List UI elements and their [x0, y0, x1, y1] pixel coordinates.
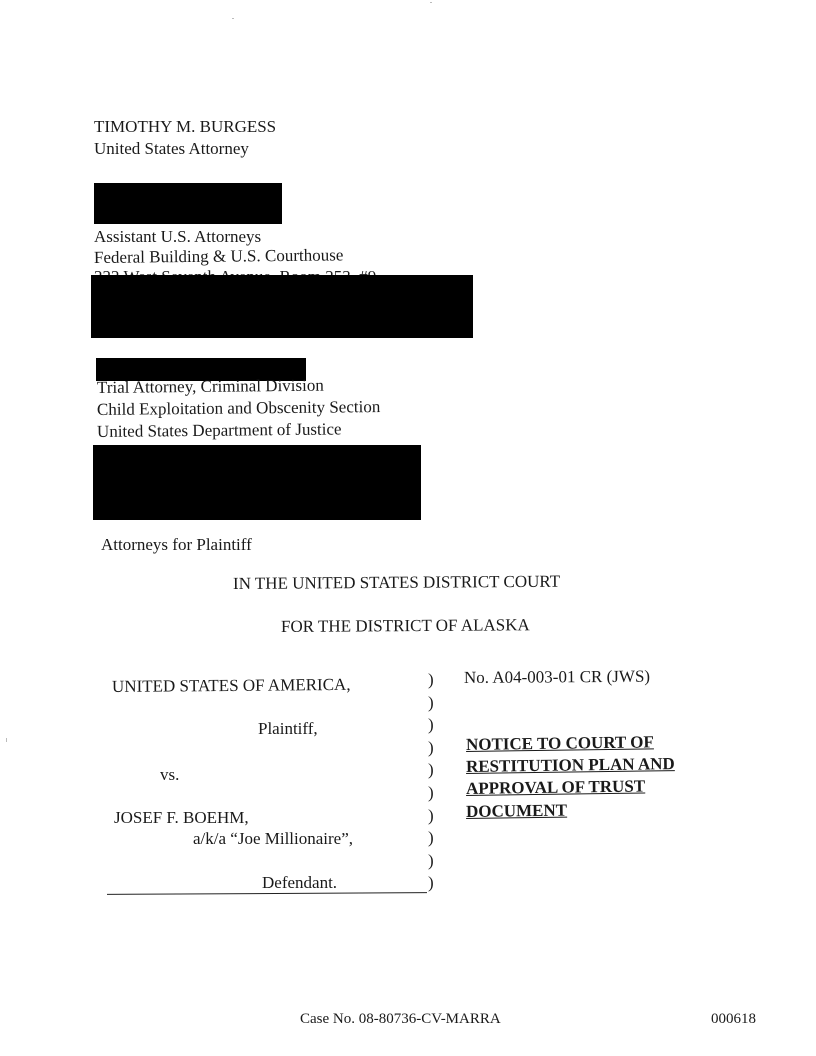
document-title-line-3: APPROVAL OF TRUST	[465, 776, 646, 798]
doj-department: United States Department of Justice	[96, 419, 342, 441]
attorneys-for-plaintiff: Attorneys for Plaintiff	[101, 535, 252, 554]
paren: )	[428, 760, 434, 780]
paren: )	[428, 692, 434, 712]
paren: )	[428, 670, 434, 689]
document-title-line-2: RESTITUTION PLAN AND	[465, 754, 675, 776]
redaction-box	[93, 445, 421, 520]
versus: vs.	[160, 765, 180, 784]
plaintiff-name: UNITED STATES OF AMERICA,	[111, 674, 351, 696]
defendant-aka: a/k/a “Joe Millionaire”,	[193, 829, 354, 848]
paren: )	[428, 828, 434, 848]
ceos-section: Child Exploitation and Obscenity Section	[96, 397, 381, 419]
us-attorney-title: United States Attorney	[94, 139, 249, 158]
caption-underline	[107, 892, 427, 895]
paren: )	[428, 850, 434, 870]
redaction-box	[94, 183, 282, 224]
scan-speck	[430, 2, 432, 3]
defendant-role: Defendant.	[262, 873, 338, 892]
document-title-line-4: DOCUMENT	[465, 800, 568, 821]
trial-attorney-title: Trial Attorney, Criminal Division	[96, 375, 324, 397]
paren: )	[428, 737, 434, 757]
court-name: IN THE UNITED STATES DISTRICT COURT	[232, 571, 561, 593]
paren: )	[428, 715, 434, 735]
assistant-attorneys-title: Assistant U.S. Attorneys	[94, 227, 262, 246]
defendant-name: JOSEF F. BOEHM,	[114, 808, 249, 827]
case-number: No. A04-003-01 CR (JWS)	[463, 666, 651, 687]
footer-case-number: Case No. 08-80736-CV-MARRA	[300, 1011, 501, 1027]
scan-speck	[6, 738, 7, 742]
document-title-line-1: NOTICE TO COURT OF	[465, 732, 654, 754]
courthouse-building: Federal Building & U.S. Courthouse	[93, 245, 344, 267]
paren: )	[428, 805, 434, 825]
redaction-box	[91, 275, 473, 338]
plaintiff-role: Plaintiff,	[258, 719, 318, 738]
paren: )	[428, 873, 434, 893]
caption-parentheses	[428, 669, 434, 895]
us-attorney-name: TIMOTHY M. BURGESS	[94, 117, 277, 136]
scan-speck	[232, 18, 234, 19]
paren: )	[428, 782, 434, 802]
court-district: FOR THE DISTRICT OF ALASKA	[280, 615, 530, 636]
bates-number: 000618	[711, 1011, 756, 1027]
